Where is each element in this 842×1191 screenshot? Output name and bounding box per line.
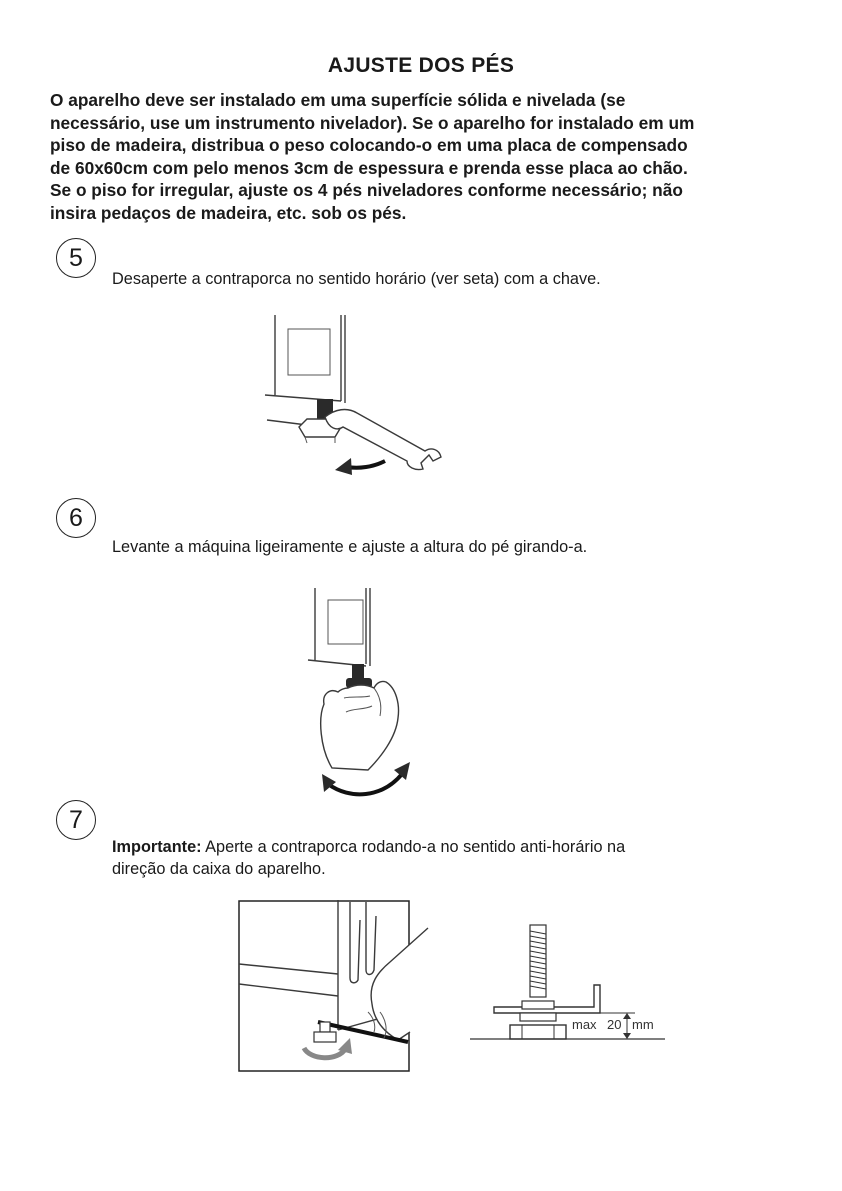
tighten-locknut-illustration [238, 900, 410, 1072]
step-5-number: 5 [56, 238, 96, 278]
intro-line: necessário, use um instrumento nivelador). Se o aparelho for instalado em um [50, 112, 695, 133]
intro-line: piso de madeira, distribua o peso colocando-o em uma placa de compensado [50, 135, 688, 155]
step-6-text: Levante a máquina ligeiramente e ajuste a altura do pé girando-a. [112, 538, 588, 556]
intro-line: O aparelho deve ser instalado em uma superfície sólida e nivelada (se [50, 90, 626, 110]
step-6-number: 6 [56, 498, 96, 538]
step-7-line-2: direção da caixa do aparelho. [112, 860, 326, 878]
wrench-loosen-illustration [255, 315, 455, 490]
page-title: AJUSTE DOS PÉS [327, 54, 515, 77]
step-7-number: 7 [56, 800, 96, 840]
intro-paragraph [50, 89, 795, 224]
max-height-value: 20 [607, 1017, 622, 1032]
step-7-line-1: Aperte a contraporca rodando-a no sentido anti-horário na [201, 838, 626, 856]
step-5-text: Desaperte a contraporca no sentido horário (ver seta) com a chave. [112, 270, 601, 288]
intro-line: de 60x60cm com pelo menos 3cm de espessura e prenda esse placa ao chão. [50, 157, 688, 178]
important-label: Importante: [112, 838, 202, 856]
hand-adjust-foot-illustration [300, 588, 425, 803]
foot-height-diagram [470, 925, 665, 1055]
unit-label: mm [632, 1017, 654, 1032]
max-label: max [572, 1017, 597, 1032]
intro-line: insira pedaços de madeira, etc. sob os pés. [50, 202, 407, 223]
step-7-text [112, 836, 732, 880]
intro-line: Se o piso for irregular, ajuste os 4 pés niveladores conforme necessário; não [50, 180, 683, 200]
